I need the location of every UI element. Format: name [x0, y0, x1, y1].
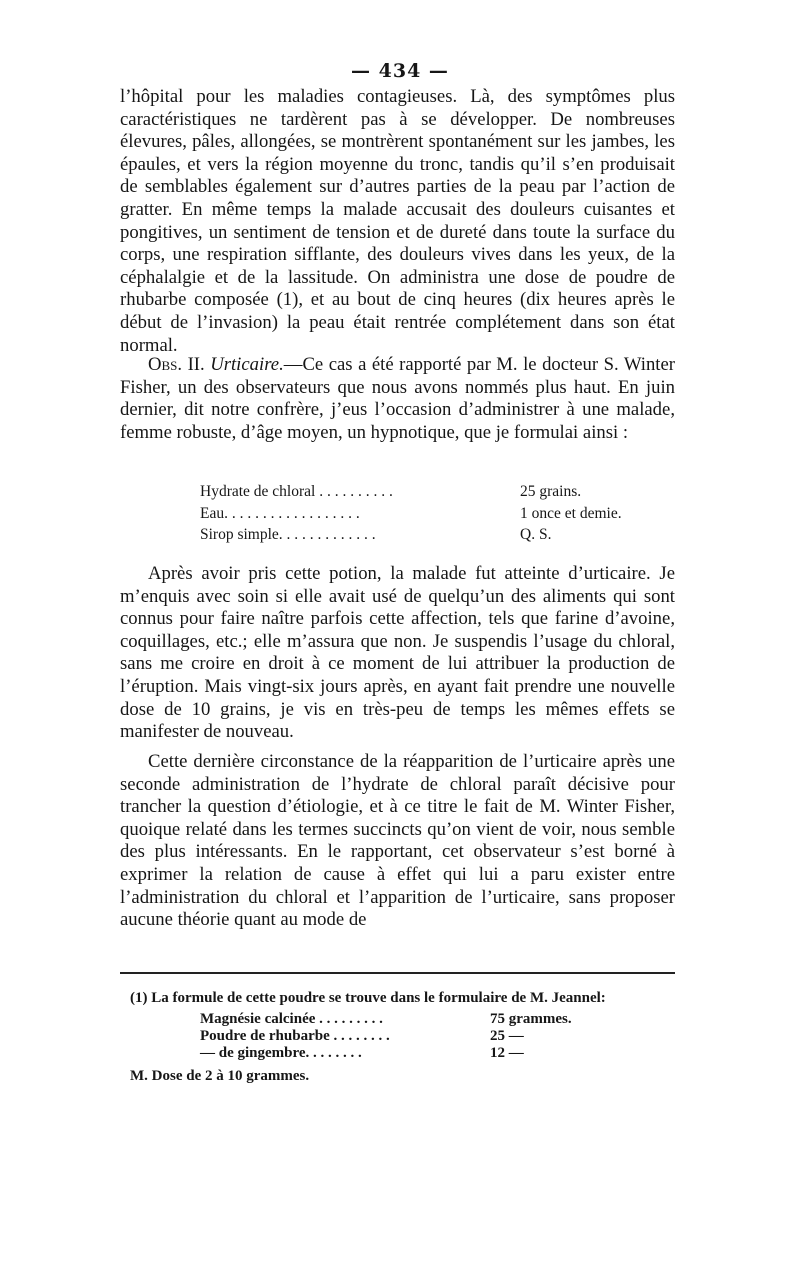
footnote-intro: (1) La formule de cette poudre se trouve dans le formulaire de M. Jeannel: [130, 990, 606, 1006]
footnote-ingredient: — de gingembre. . . . . . . . [200, 1045, 362, 1061]
footnote-row [200, 1028, 675, 1045]
recipe-row [200, 481, 660, 503]
observation-label: Obs. II. [148, 354, 205, 375]
footnote-formula [200, 1011, 675, 1062]
observation-paragraph [120, 354, 675, 444]
recipe-ingredient: Eau. . . . . . . . . . . . . . . . . . [200, 504, 360, 522]
recipe-quantity: 25 grains. [520, 483, 582, 500]
recipe-row [200, 503, 660, 525]
observation-title: Urticaire. [210, 354, 284, 375]
footnote-row [200, 1045, 675, 1062]
footnote-quantity: 75 grammes. [490, 1011, 572, 1027]
footnote-dose-note: M. Dose de 2 à 10 grammes. [130, 1068, 310, 1084]
footnote-row [200, 1011, 675, 1028]
paragraph-text: l’hôpital pour les maladies contagieuses. Là, des symptômes plus caractéristiques ne tardèrent pas à se développer. De nombreuses élevures, pâles, allongées, se montrèrent spontanément sur les jambes, les épaules, et vers la région moyenne du tronc, tandis qu’il s’en produisait de semblables également sur d’autres parties de la peau par l’action de gratter. En même temps la malade accusait des douleurs cuisantes et pongitives, un sentiment de tension et de dureté dans toute la surface du corps, une respiration sifflante, des douleurs vives dans les yeux, de la céphalalgie et de la lassitude. On administra une dose de poudre de rhubarbe composée (1), et au bout de cinq heures (dix heures après le début de l’invasion) la peau était rentrée complétement dans son état normal. [120, 86, 675, 356]
footnote-quantity: 25 — [490, 1028, 524, 1044]
footnote-divider [120, 972, 675, 974]
recipe-ingredient: Sirop simple. . . . . . . . . . . . . [200, 526, 376, 543]
paragraph-hospital [120, 86, 675, 357]
footnote-ingredient: Magnésie calcinée . . . . . . . . . [200, 1011, 383, 1027]
recipe-ingredient: Hydrate de chloral . . . . . . . . . . [200, 483, 393, 500]
observation-text: —Ce cas a été rapporté par M. le docteur S. Winter Fisher, un des observateurs que nous avons nommés plus haut. En juin dernier, dit notre confrère, j’eus l’occasion d’administrer à une malade, femme robuste, d’âge moyen, un hypnotique, que je formulai ainsi : [120, 354, 676, 443]
paragraph-final [120, 751, 675, 932]
footnote-quantity: 12 — [490, 1045, 524, 1061]
page-number: — 434 — [351, 60, 449, 82]
recipe-quantity: 1 once et demie. [520, 504, 622, 522]
paragraph-after-recipe [120, 563, 675, 744]
recipe-quantity: Q. S. [520, 526, 552, 543]
paragraph-text: Cette dernière circonstance de la réapparition de l’urticaire après une seconde administration de l’hydrate de chloral paraît décisive pour trancher la question d’étiologie, et à ce titre le fait de M. Winter Fisher, quoique relaté dans les termes succincts qu’on vient de voir, nous semble des plus intéressants. En le rapportant, cet observateur s’est borné à exprimer la relation de cause à effet qui lui a paru exister entre l’administration du chloral et l’apparition de l’urticaire, sans proposer aucune théorie quant au mode de [120, 751, 675, 931]
footnote [130, 990, 675, 1085]
recipe-row [200, 524, 660, 546]
recipe-table [200, 481, 660, 546]
footnote-ingredient: Poudre de rhubarbe . . . . . . . . [200, 1028, 390, 1044]
paragraph-text: Après avoir pris cette potion, la malade fut atteinte d’urticaire. Je m’enquis avec soin si elle avait usé de quelqu’un des aliments qui sont connus pour faire naître parfois cette affection, tels que farine d’avoine, coquillages, etc.; elle m’assura que non. Je suspendis l’usage du chloral, sans me croire en droit à ce moment de lui attribuer la production de l’éruption. Mais vingt-six jours après, en ayant fait prendre une nouvelle dose de 10 grains, je vis en très-peu de temps les mêmes effets se manifester de nouveau. [120, 563, 675, 743]
